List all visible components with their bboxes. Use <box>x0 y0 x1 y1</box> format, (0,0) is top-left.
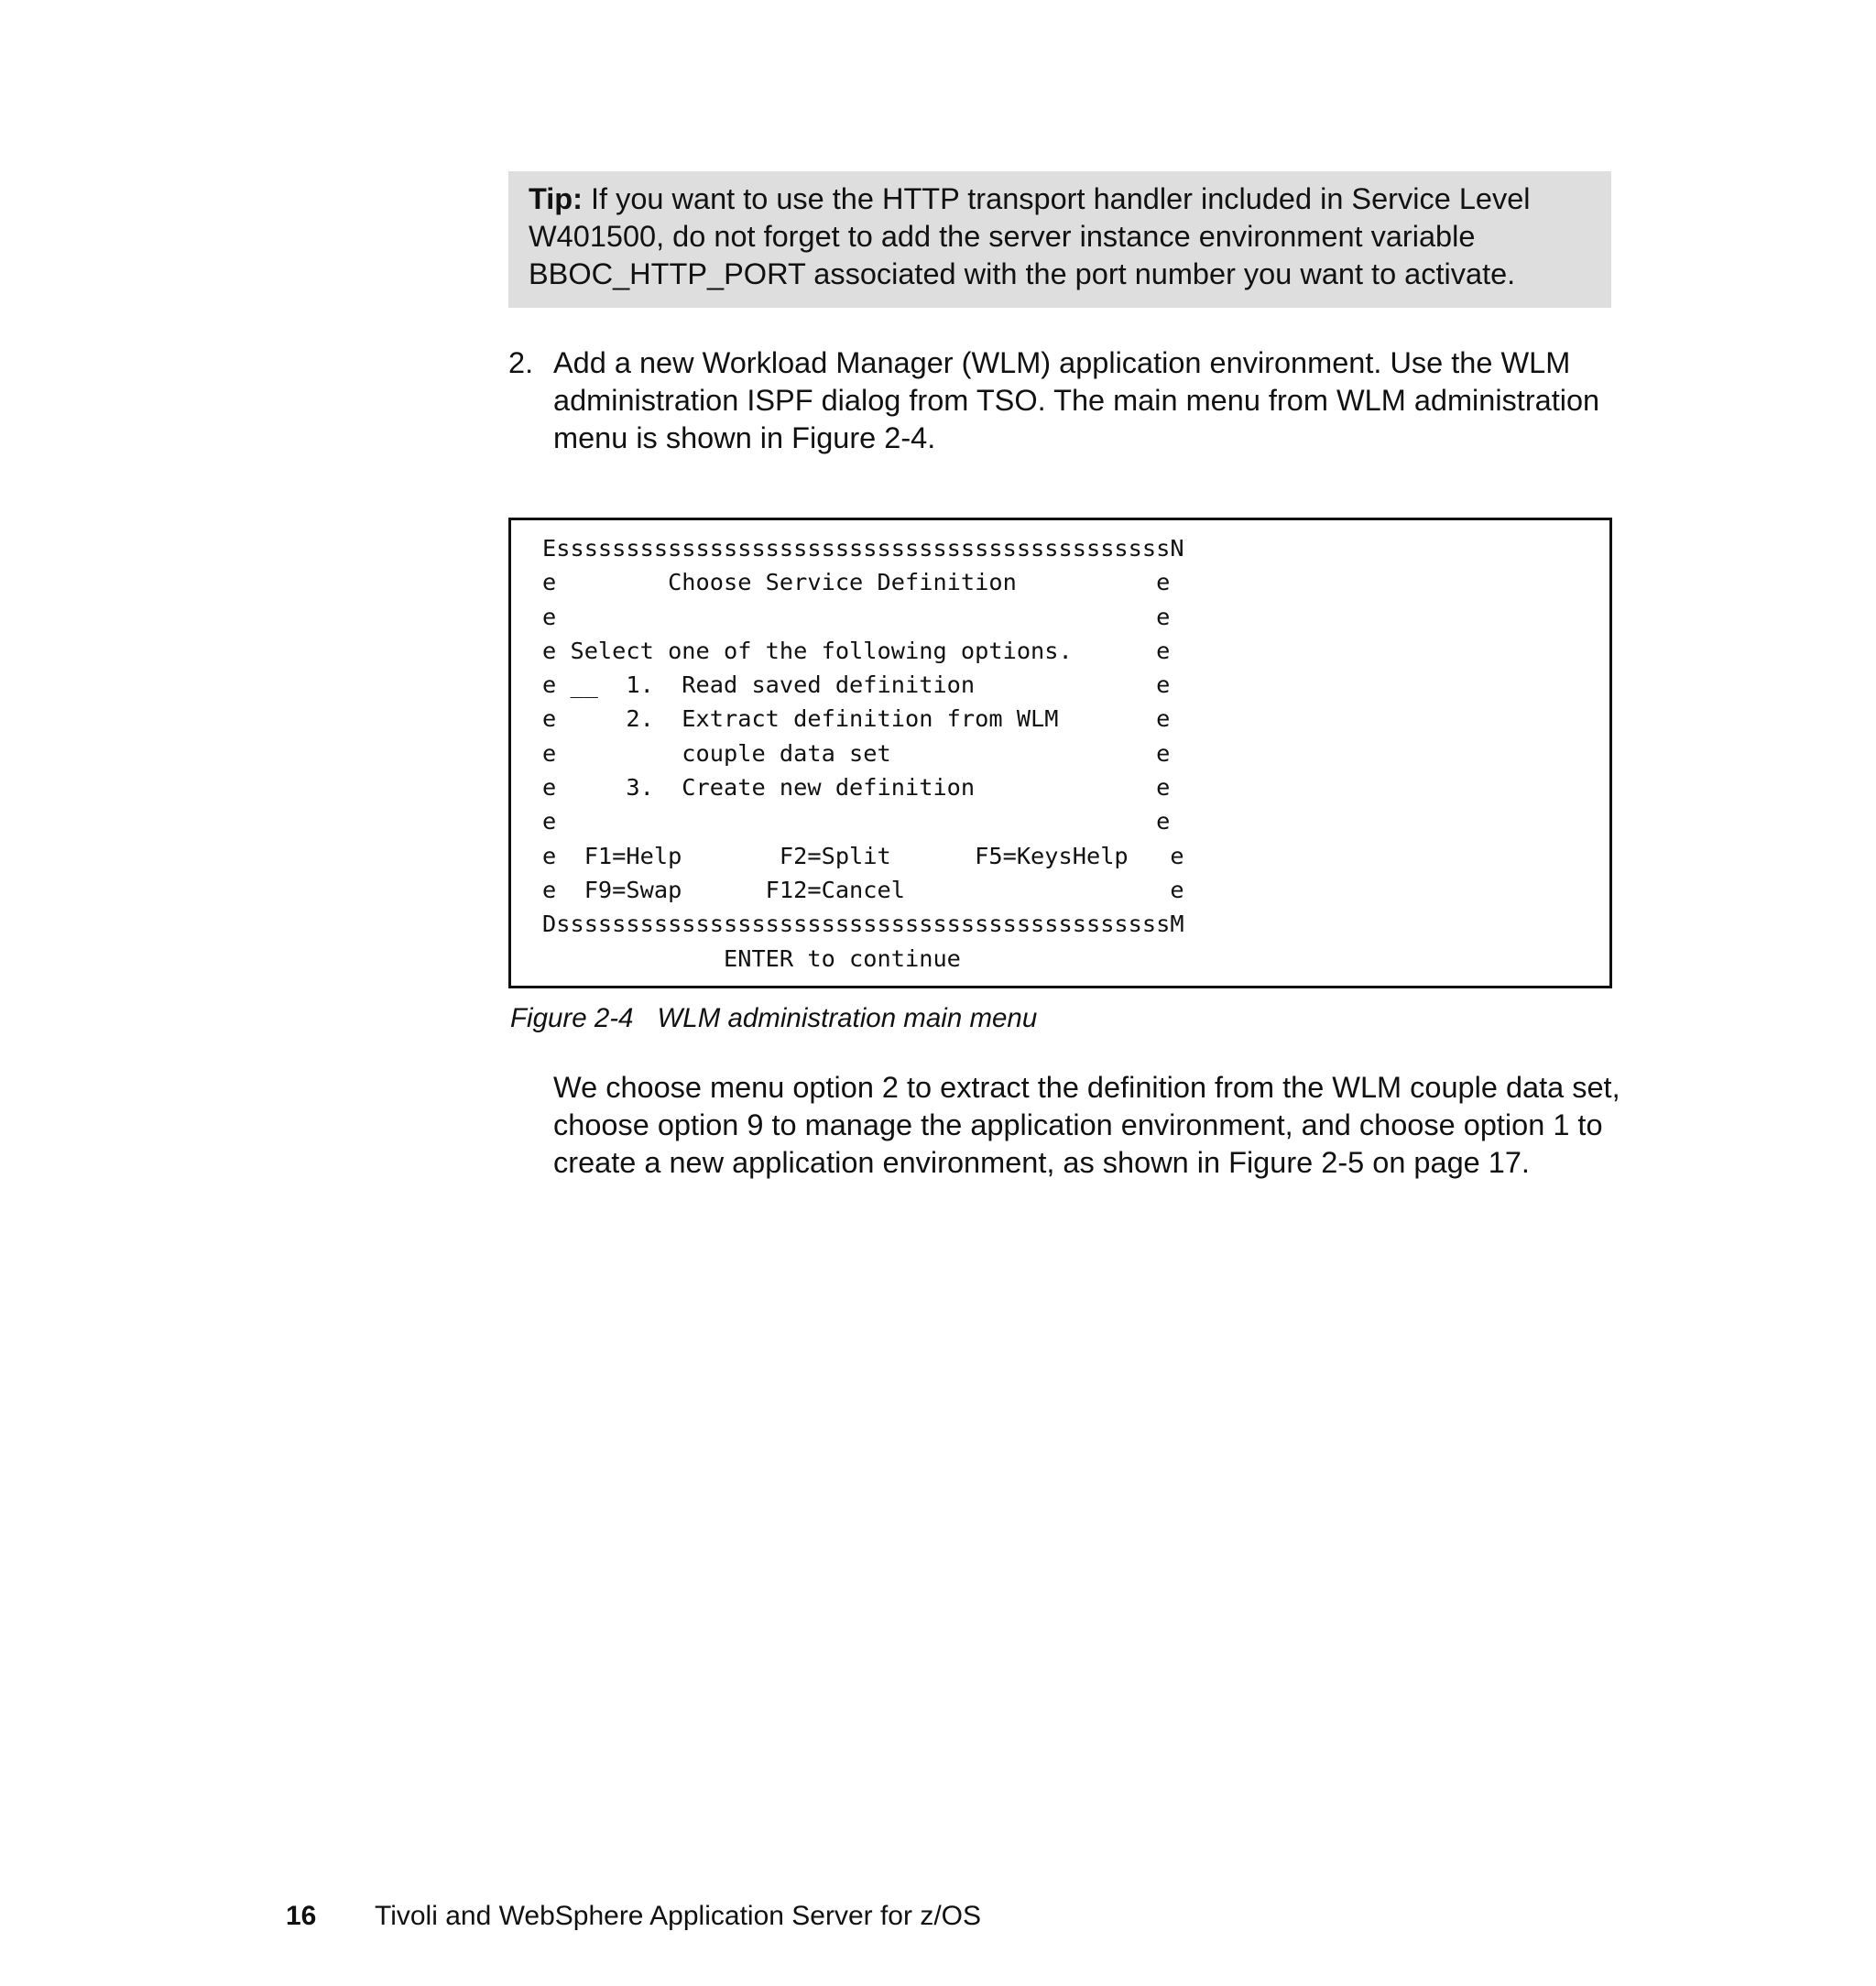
figure-label: Figure 2-4 <box>510 1003 634 1033</box>
tip-text: If you want to use the HTTP transport handler included in Service Level W401500, do not forget to add the server instance environment variable BBOC_HTTP_PORT associated with the port number you want to activate. <box>529 182 1531 290</box>
step-2 <box>508 344 1621 457</box>
figure-caption <box>510 1002 1037 1035</box>
book-title: Tivoli and WebSphere Application Server for z/OS <box>375 1901 981 1931</box>
ispf-screen-text: EssssssssssssssssssssssssssssssssssssssssssssN e Choose Service Definition e e e e Select one of the following options. e e __ 1. Read saved definition e e 2. Extract definition from WLM e e couple data set e e 3. Create new definition e e e e F1=Help F2=Split F5=KeysHelp e e F9=Swap F12=Cancel e DssssssssssssssssssssssssssssssssssssssssssssM ENTER to continue <box>542 535 1184 972</box>
step-number: 2. <box>508 346 534 379</box>
tip-box <box>508 171 1611 308</box>
ispf-screen-figure <box>508 518 1612 988</box>
figure-title: WLM administration main menu <box>657 1003 1038 1033</box>
page-footer <box>286 1900 981 1933</box>
body-paragraph: We choose menu option 2 to extract the definition from the WLM couple data set, choose option 9 to manage the application environment, and choose option 1 to create a new application environment, as shown in Figure 2-5 on page 17. <box>553 1071 1620 1179</box>
tip-label: Tip: <box>529 182 583 215</box>
page-number: 16 <box>286 1901 317 1931</box>
step-text: Add a new Workload Manager (WLM) application environment. Use the WLM administration ISPF dialog from TSO. The main menu from WLM administration menu is shown in Figure 2-4. <box>553 346 1600 454</box>
